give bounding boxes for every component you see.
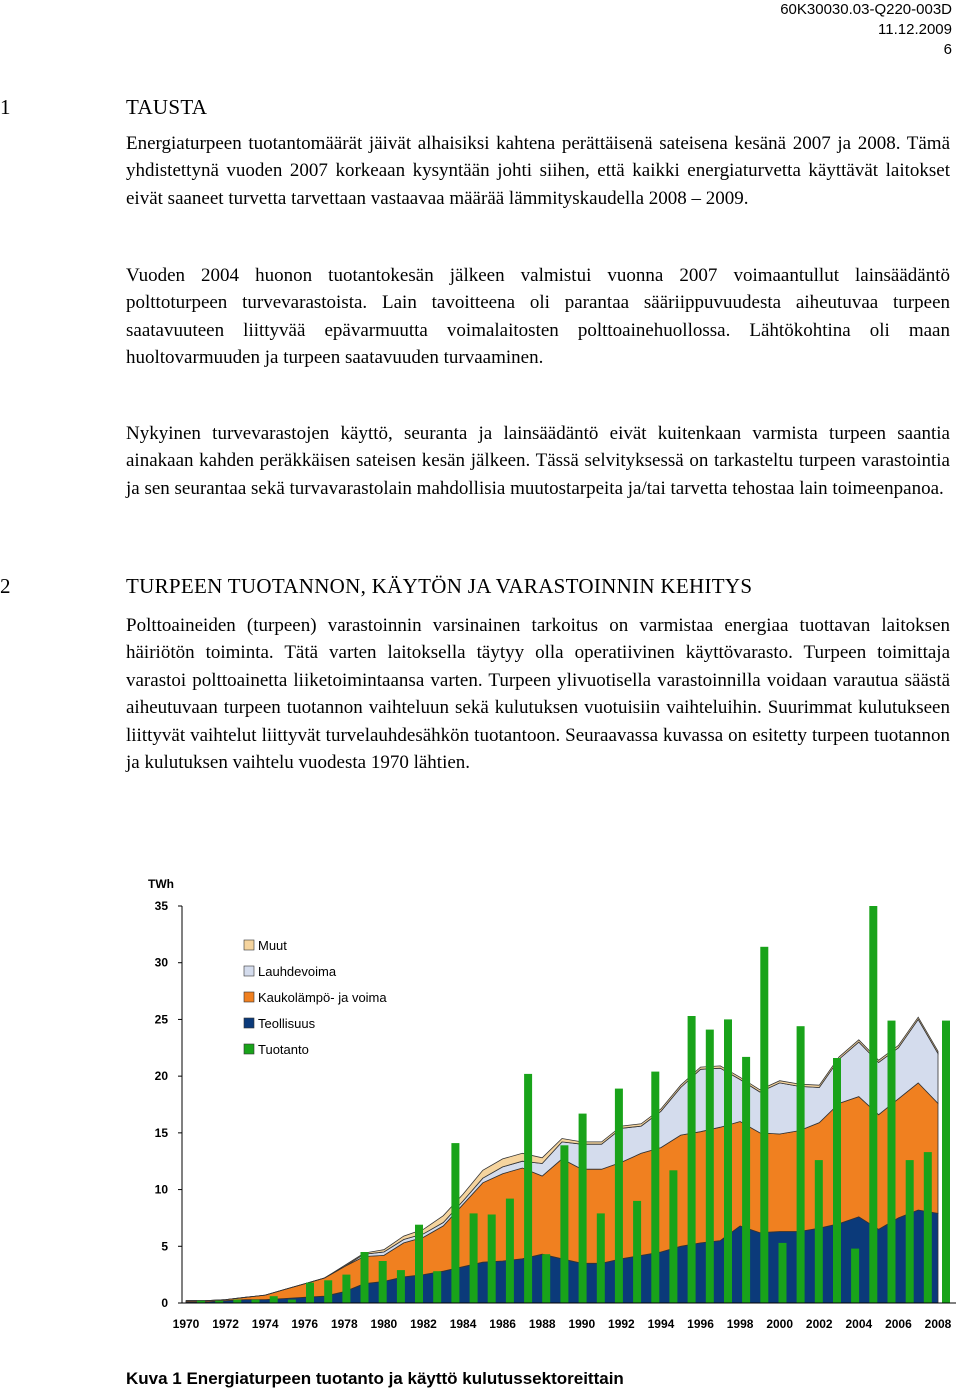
legend-swatch	[244, 1044, 254, 1054]
figure-caption: Kuva 1 Energiaturpeen tuotanto ja käyttö kulutussektoreittain	[126, 1369, 624, 1388]
x-tick-label: 1986	[489, 1317, 516, 1331]
chart-legend	[244, 938, 387, 1057]
production-bar	[615, 1089, 623, 1303]
paragraph-3: Nykyinen turvevarastojen käyttö, seuranta ja lainsäädäntö eivät kuitenkaan varmista turpeen saantia ainakaan kahden peräkkäisen sateisen kesän jälkeen. Tässä selvityksessä on tarkasteltu turpeen varastointia ja sen seurantaa sekä turvavarastolain mahdollisia muutostarpeita ja/tai tarvetta tehostaa lain toimeenpanoa.	[126, 423, 950, 499]
production-bar	[506, 1199, 514, 1303]
production-bar	[342, 1275, 350, 1303]
section-1-number: 1	[0, 95, 11, 119]
y-tick-label: 15	[154, 1125, 168, 1140]
x-tick-label: 1998	[726, 1317, 754, 1331]
production-bar	[833, 1058, 841, 1303]
production-bar	[560, 1145, 568, 1303]
production-bar	[779, 1243, 787, 1303]
paragraph-2: Vuoden 2004 huonon tuotantokesän jälkeen valmistui vuonna 2007 voimaantullut lainsäädäntö polttoturpeen turvevarastoista. Lain tavoitteena oli parantaa sääriippuvuudesta aiheutuvaa turpeen saatavuuteen liittyvää epävarmuutta voimalaitosten polttoainehuollossa. Lähtökohtina oli maan huoltovarmuuden ja turpeen saatavuuden turvaaminen.	[126, 265, 950, 369]
production-bar	[306, 1283, 314, 1303]
production-bar	[869, 906, 877, 1303]
x-tick-label: 2000	[766, 1317, 794, 1331]
production-bar	[633, 1201, 641, 1303]
page-number: 6	[943, 41, 952, 58]
document-code: 60K30030.03-Q220-003D	[780, 1, 952, 18]
legend-label: Lauhdevoima	[258, 964, 337, 979]
production-bar	[361, 1252, 369, 1303]
legend-swatch	[244, 1018, 254, 1028]
x-tick-label: 1976	[291, 1317, 319, 1331]
production-bar	[415, 1225, 423, 1303]
paragraph-1: Energiaturpeen tuotantomäärät jäivät alhaisiksi kahtena perättäisenä sateisena kesänä 2007 ja 2008. Tämä yhdistettynä vuoden 2007 korkeaan kysyntään johti siihen, että kaikki energiaturvetta käyttävät laitokset eivät saaneet turvetta tarvettaan vastaavaa määrää lämmityskaudella 2008 – 2009.	[126, 133, 950, 209]
x-tick-label: 2008	[924, 1317, 952, 1331]
section-2-title: TURPEEN TUOTANNON, KÄYTÖN JA VARASTOINNIN KEHITYS	[126, 574, 753, 598]
production-bar	[488, 1215, 496, 1304]
y-axis-label: TWh	[148, 877, 174, 891]
production-bar	[924, 1152, 932, 1303]
production-bar	[542, 1254, 550, 1303]
paragraph-4: Polttoaineiden (turpeen) varastoinnin varsinainen tarkoitus on varmistaa energiaa tuottavan laitoksen häiriötön toiminta. Tätä varten laitoksella täytyy olla operatiivinen käyttövarasto. Turpeen toimittaja varastoi polttoainetta liiketoimintaansa varten. Turpeen ylivuotisella varastoinnilla voidaan varautua säästä aiheutuvaan turpeen tuotannon vaihteluun sekä kulutuksen vuotuisiin vaihteluihin. Suurimmat kulutukseen liittyvät vaihtelut liittyvät turvelauhdesähkön tuotantoon. Seuraavassa kuvassa on esitetty turpeen tuotannon ja kulutuksen vaihtelu vuodesta 1970 lähtien.	[126, 615, 950, 774]
production-bar	[270, 1296, 278, 1303]
x-tick-label: 1994	[647, 1317, 675, 1331]
production-bar	[942, 1021, 950, 1303]
page-header	[780, 0, 952, 60]
production-bar	[797, 1026, 805, 1303]
y-tick-label: 0	[161, 1296, 168, 1310]
legend-label: Kaukolämpö- ja voima	[258, 990, 387, 1005]
legend-swatch	[244, 966, 254, 976]
x-tick-label: 2006	[885, 1317, 912, 1331]
x-tick-label: 1992	[608, 1317, 635, 1331]
peat-energy-chart	[0, 860, 960, 1340]
production-bar	[524, 1074, 532, 1303]
production-bar	[379, 1261, 387, 1303]
production-bar	[651, 1072, 659, 1303]
production-bar	[470, 1213, 478, 1303]
y-tick-label: 20	[154, 1069, 168, 1084]
production-bar	[324, 1280, 332, 1303]
x-tick-label: 1972	[212, 1317, 239, 1331]
production-bar	[760, 947, 768, 1303]
production-bar	[688, 1016, 696, 1303]
section-1-title: TAUSTA	[126, 95, 208, 119]
production-bar	[597, 1213, 605, 1303]
x-tick-label: 1982	[410, 1317, 437, 1331]
production-bar	[669, 1170, 677, 1303]
legend-label: Tuotanto	[258, 1042, 309, 1057]
y-tick-label: 25	[154, 1012, 168, 1027]
x-tick-label: 1974	[251, 1317, 279, 1331]
section-2-number: 2	[0, 574, 11, 598]
x-tick-label: 2004	[845, 1317, 873, 1331]
production-bar	[906, 1160, 914, 1303]
x-tick-label: 2002	[805, 1317, 833, 1331]
x-tick-label: 1980	[370, 1317, 398, 1331]
production-bar	[579, 1114, 587, 1303]
production-bar	[815, 1160, 823, 1303]
production-bar	[851, 1249, 859, 1303]
legend-swatch	[244, 940, 254, 950]
x-tick-label: 1988	[528, 1317, 556, 1331]
legend-label: Muut	[258, 938, 287, 953]
y-tick-label: 35	[154, 899, 168, 913]
production-bar	[252, 1300, 260, 1303]
legend-swatch	[244, 992, 254, 1002]
production-bar	[706, 1030, 714, 1303]
y-tick-label: 30	[154, 955, 168, 970]
x-tick-label: 1990	[568, 1317, 596, 1331]
production-bar	[888, 1021, 896, 1303]
legend-label: Teollisuus	[258, 1016, 316, 1031]
production-bar	[724, 1019, 732, 1303]
production-bar	[433, 1271, 441, 1303]
production-bar	[742, 1057, 750, 1303]
document-date: 11.12.2009	[878, 21, 952, 38]
y-tick-label: 5	[161, 1239, 168, 1254]
production-bar	[451, 1143, 459, 1303]
production-bar	[233, 1300, 241, 1303]
x-tick-label: 1984	[449, 1317, 477, 1331]
x-tick-label: 1978	[330, 1317, 358, 1331]
x-tick-label: 1970	[172, 1317, 200, 1331]
x-tick-label: 1996	[687, 1317, 714, 1331]
production-bar	[397, 1270, 405, 1303]
y-tick-label: 10	[154, 1182, 168, 1197]
production-bar	[288, 1300, 296, 1303]
